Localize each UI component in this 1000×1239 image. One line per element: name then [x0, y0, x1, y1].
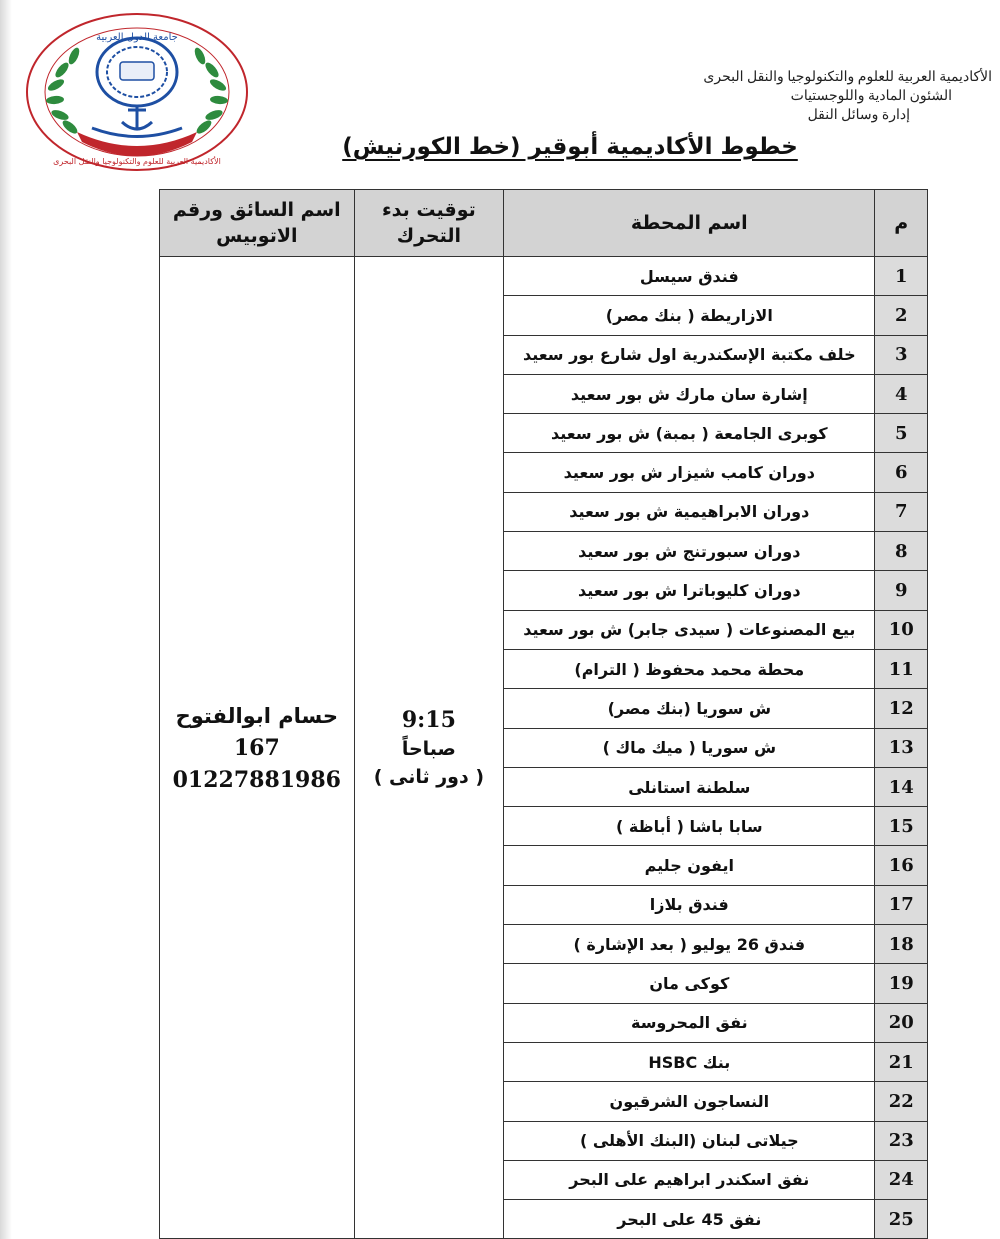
station-name: سلطنة استانلى [504, 767, 875, 806]
station-name: سابا باشا ( أباظة ) [504, 807, 875, 846]
row-number: 21 [875, 1042, 928, 1081]
station-name: جيلاتى لبنان (البنك الأهلى ) [504, 1121, 875, 1160]
departure-period: صباحاً [401, 737, 456, 760]
station-name: النساجون الشرقيون [504, 1082, 875, 1121]
table-body [160, 257, 928, 1239]
station-name: نفق اسكندر ابراهيم على البحر [504, 1160, 875, 1199]
station-name: خلف مكتبة الإسكندرية اول شارع بور سعيد [504, 335, 875, 374]
station-name: دوران الابراهيمية ش بور سعيد [504, 492, 875, 531]
page-title: خطوط الأكاديمية أبوقير (خط الكورنيش) [342, 134, 798, 160]
org-name: الأكاديمية العربية للعلوم والتكنولوجيا والنقل البحرى [703, 70, 992, 85]
row-number: 10 [875, 610, 928, 649]
row-number: 25 [875, 1200, 928, 1239]
row-number: 23 [875, 1121, 928, 1160]
row-number: 14 [875, 767, 928, 806]
departure-time-cell [354, 257, 504, 1239]
station-name: محطة محمد محفوظ ( الترام) [504, 649, 875, 688]
row-number: 18 [875, 925, 928, 964]
station-name: فندق 26 يوليو ( بعد الإشارة ) [504, 925, 875, 964]
driver-name: حسام ابوالفتوح [175, 703, 338, 728]
header-time-line2: التحرك [396, 225, 462, 247]
station-name: ايفون جليم [504, 846, 875, 885]
station-name: فندق بلازا [504, 885, 875, 924]
departure-time: 9:15 [401, 706, 456, 733]
table-header-row [160, 190, 928, 257]
station-name: فندق سيسل [504, 257, 875, 296]
row-number: 5 [875, 414, 928, 453]
row-number: 1 [875, 257, 928, 296]
row-number: 12 [875, 689, 928, 728]
station-name: كوبرى الجامعة ( بمبة) ش بور سعيد [504, 414, 875, 453]
header-time-line1: توقيت بدء [381, 199, 476, 221]
row-number: 8 [875, 532, 928, 571]
header-driver [160, 190, 355, 257]
station-name: إشارة سان مارك ش بور سعيد [504, 374, 875, 413]
station-name: بيع المصنوعات ( سيدى جابر) ش بور سعيد [504, 610, 875, 649]
route-table [159, 189, 928, 1239]
row-number: 15 [875, 807, 928, 846]
svg-text:الأكاديمية العربية للعلوم والت: الأكاديمية العربية للعلوم والتكنولوجيا والنقل البحرى [53, 157, 221, 166]
row-number: 19 [875, 964, 928, 1003]
bus-number: 167 [233, 734, 280, 761]
station-name: نفق 45 على البحر [504, 1200, 875, 1239]
row-number: 20 [875, 1003, 928, 1042]
department-name: الشئون المادية واللوجستيات [790, 89, 952, 104]
station-name: نفق المحروسة [504, 1003, 875, 1042]
station-name: بنك HSBC [504, 1042, 875, 1081]
svg-text:جامعة الدول العربية: جامعة الدول العربية [96, 32, 178, 43]
station-name: دوران كليوباترا ش بور سعيد [504, 571, 875, 610]
academy-logo [22, 10, 252, 175]
header-station: اسم المحطة [504, 190, 875, 257]
station-name: دوران سبورتنج ش بور سعيد [504, 532, 875, 571]
row-number: 6 [875, 453, 928, 492]
row-number: 11 [875, 649, 928, 688]
header-driver-line2: الاتوبيس [216, 225, 298, 247]
row-number: 17 [875, 885, 928, 924]
station-name: الازاريطة ( بنك مصر) [504, 296, 875, 335]
row-number: 2 [875, 296, 928, 335]
row-number: 7 [875, 492, 928, 531]
departure-shift: ( دور ثانى ) [373, 765, 485, 788]
row-number: 4 [875, 374, 928, 413]
table-row [160, 257, 928, 296]
row-number: 16 [875, 846, 928, 885]
header-number: م [875, 190, 928, 257]
row-number: 3 [875, 335, 928, 374]
organization-header [612, 68, 992, 125]
station-name: دوران كامب شيزار ش بور سعيد [504, 453, 875, 492]
driver-cell [160, 257, 355, 1239]
row-number: 24 [875, 1160, 928, 1199]
station-name: ش سوريا (بنك مصر) [504, 689, 875, 728]
station-name: كوكى مان [504, 964, 875, 1003]
row-number: 9 [875, 571, 928, 610]
driver-phone: 01227881986 [172, 766, 341, 793]
station-name: ش سوريا ( ميك ماك ) [504, 728, 875, 767]
header-departure-time [354, 190, 504, 257]
row-number: 13 [875, 728, 928, 767]
row-number: 22 [875, 1082, 928, 1121]
section-name: إدارة وسائل النقل [807, 108, 910, 123]
header-driver-line1: اسم السائق ورقم [172, 199, 341, 221]
page-edge-shadow [0, 0, 12, 1239]
